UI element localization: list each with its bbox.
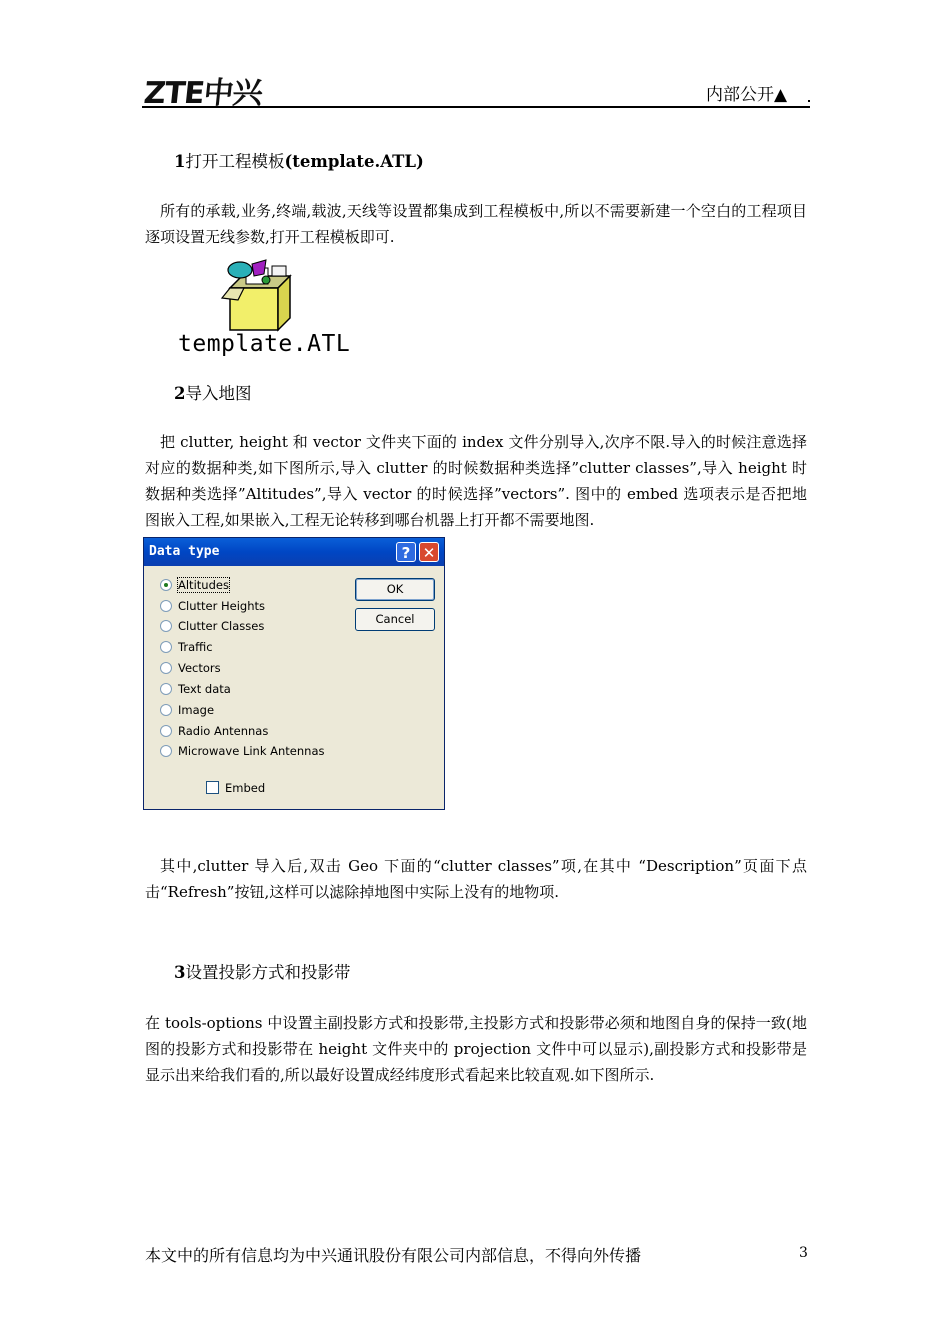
radio-label: Clutter Classes <box>178 619 265 633</box>
section-1-heading <box>174 148 424 172</box>
section-2-title: 导入地图 <box>185 384 252 403</box>
radio-label: Radio Antennas <box>178 724 269 738</box>
radio-button-selected[interactable] <box>160 579 172 591</box>
zte-logo: ZTE中兴 <box>142 76 264 111</box>
radio-button[interactable] <box>160 620 172 632</box>
radio-button[interactable] <box>160 662 172 674</box>
section-1-title: 打开工程模板 <box>185 152 285 171</box>
radio-label: Vectors <box>178 661 221 675</box>
data-type-dialog <box>143 537 445 810</box>
page-number: 3 <box>799 1245 808 1261</box>
classification-label: 内部公开▲ <box>706 85 788 105</box>
radio-image[interactable] <box>160 703 214 721</box>
radio-radio-antennas[interactable] <box>160 724 268 742</box>
radio-altitudes[interactable] <box>160 578 229 596</box>
radio-button[interactable] <box>160 683 172 695</box>
footer-notice: 本文中的所有信息均为中兴通讯股份有限公司内部信息，不得向外传播 <box>145 1246 642 1265</box>
section-1-number: 1 <box>174 152 186 171</box>
radio-traffic[interactable] <box>160 640 213 658</box>
radio-label: Image <box>178 703 215 717</box>
radio-label: Clutter Heights <box>178 599 265 613</box>
ok-button[interactable]: OK <box>355 578 435 601</box>
embed-checkbox-row[interactable] <box>206 781 265 799</box>
embed-checkbox[interactable] <box>206 781 219 794</box>
section-1-paragraph: 所有的承载,业务,终端,载波,天线等设置都集成到工程模板中,所以不需要新建一个空白的工程项目逐项设置无线参数,打开工程模板即可. <box>145 202 807 246</box>
radio-button[interactable] <box>160 641 172 653</box>
help-button[interactable]: ? <box>396 542 416 562</box>
header-divider-dot <box>808 100 810 102</box>
radio-vectors[interactable] <box>160 661 221 679</box>
radio-button[interactable] <box>160 704 172 716</box>
template-file-label[interactable]: template.ATL <box>178 331 351 357</box>
section-2-number: 2 <box>174 384 186 403</box>
radio-microwave-link-antennas[interactable] <box>160 744 325 762</box>
dialog-title: Data type <box>149 544 220 559</box>
close-button[interactable]: ✕ <box>419 542 439 562</box>
radio-button[interactable] <box>160 745 172 757</box>
section-3-title: 设置投影方式和投影带 <box>185 963 351 982</box>
radio-label: Microwave Link Antennas <box>178 744 325 758</box>
dialog-titlebar <box>144 538 444 566</box>
radio-label: Text data <box>178 682 231 696</box>
radio-clutter-heights[interactable] <box>160 599 265 617</box>
radio-button[interactable] <box>160 600 172 612</box>
radio-text-data[interactable] <box>160 682 231 700</box>
radio-clutter-classes[interactable] <box>160 619 264 637</box>
radio-label: Altitudes <box>178 578 229 592</box>
section-2-paragraph-2: 其中,clutter 导入后,双击 Geo 下面的“clutter classes”项,在其中 “Description”页面下点击“Refresh”按钮,这样可以滤除掉地图中实际上没有的地物项. <box>145 857 807 901</box>
cancel-button[interactable]: Cancel <box>355 608 435 631</box>
section-2-paragraph: 把 clutter, height 和 vector 文件夹下面的 index 文件分别导入,次序不限.导入的时候注意选择对应的数据种类,如下图所示,导入 clutter 的时候数据种类选择”clutter classes”,导入 height 时数据种类选择”Altitudes”,导入 vector 的时候选择”vectors”. 图中的 embed 选项表示是否把地图嵌入工程,如果嵌入,工程无论转移到哪台机器上打开都不需要地图. <box>145 433 807 529</box>
section-2-heading <box>174 380 251 404</box>
folder-package-icon <box>220 258 292 334</box>
embed-label: Embed <box>225 781 266 795</box>
section-3-heading <box>174 959 350 983</box>
radio-button[interactable] <box>160 725 172 737</box>
section-1-title-suffix: (template.ATL) <box>284 152 424 171</box>
radio-label: Traffic <box>178 640 213 654</box>
section-3-paragraph: 在 tools-options 中设置主副投影方式和投影带,主投影方式和投影带必须和地图自身的保持一致(地图的投影方式和投影带在 height 文件夹中的 projection 文件中可以显示),副投影方式和投影带是显示出来给我们看的,所以最好设置成经纬度形式看起来比较直观.如下图所示. <box>145 1014 807 1084</box>
header-divider <box>142 106 810 108</box>
section-3-number: 3 <box>174 963 186 982</box>
